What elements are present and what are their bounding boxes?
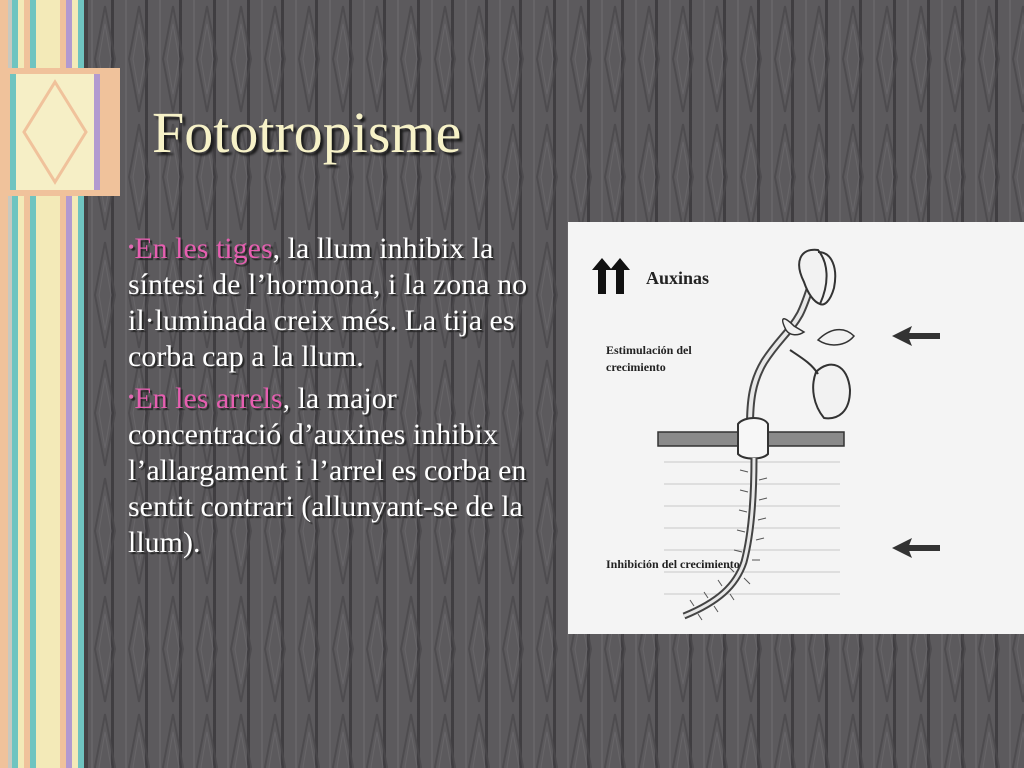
diamond-icon xyxy=(16,74,94,190)
decorative-block xyxy=(0,68,120,196)
small-leaf xyxy=(818,330,854,345)
bullet-dot-icon: • xyxy=(128,387,135,407)
inhibition-label: Inhibición del crecimiento xyxy=(606,557,740,571)
decorative-block-inner xyxy=(10,74,100,190)
seed xyxy=(738,418,768,459)
bullet-dot-icon: • xyxy=(128,237,135,257)
bullet-item xyxy=(128,229,538,375)
light-arrow-icon xyxy=(892,538,940,558)
stimulation-label: Estimulación del crecimiento xyxy=(606,343,692,374)
bullet-highlight: En les tiges xyxy=(134,232,273,265)
light-arrow-icon xyxy=(892,326,940,346)
plant-stem xyxy=(750,276,814,426)
lower-leaf xyxy=(813,365,850,419)
legend-label: Auxinas xyxy=(646,268,710,288)
bullet-list xyxy=(128,229,538,565)
slide-title: Fototropisme xyxy=(152,100,462,165)
decorative-side-border xyxy=(0,0,88,768)
bullet-item xyxy=(128,379,538,561)
bullet-text: , la llum inhibix la síntesi de l’hormona, i la zona no il·luminada creix més. La tija es corba cap a la llum. xyxy=(128,232,528,373)
plant-root xyxy=(684,458,767,620)
double-up-arrow-icon xyxy=(592,258,630,294)
bullet-highlight: En les arrels xyxy=(134,382,283,415)
bullet-text: , la major concentració d’auxines inhibix l’allargament i l’arrel es corba en sentit contrari (allunyant-se de la llum). xyxy=(128,382,527,559)
phototropism-diagram xyxy=(568,222,1024,634)
